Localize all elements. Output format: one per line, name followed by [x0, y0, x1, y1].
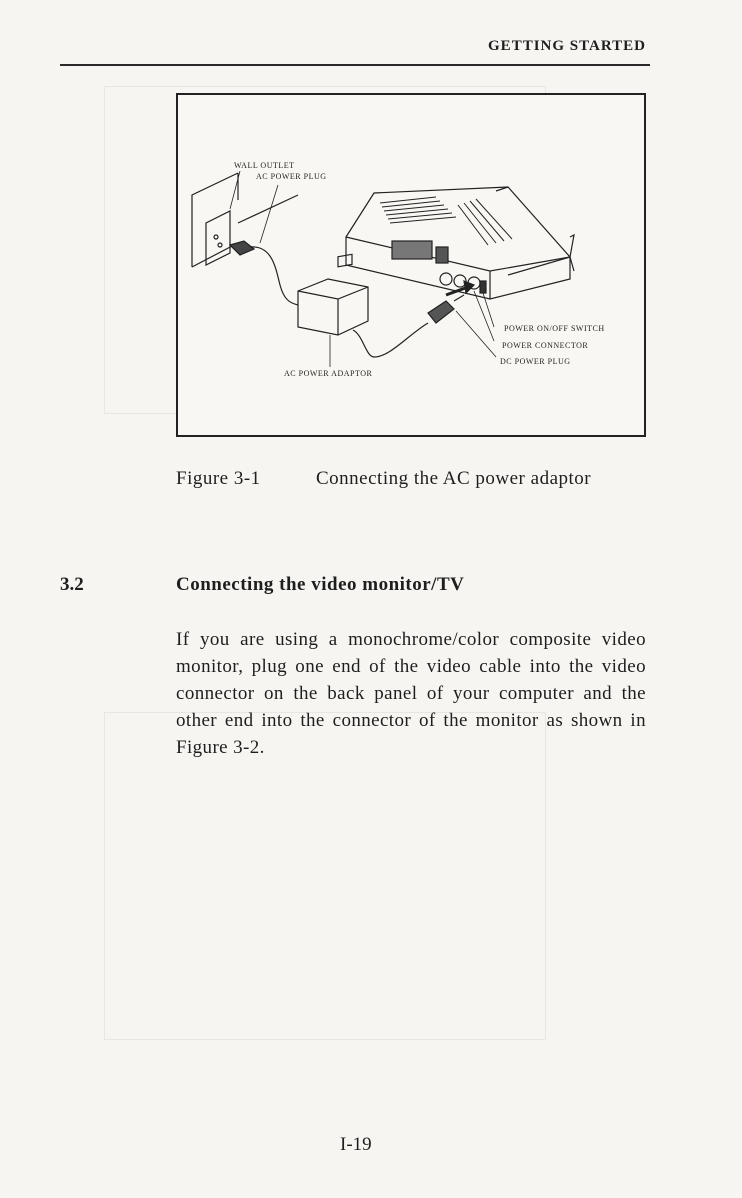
figure-caption-number: Figure 3-1 — [176, 468, 261, 489]
dc-power-plug — [428, 301, 454, 323]
label-dc-power-plug: DC POWER PLUG — [500, 357, 571, 366]
wall-outline — [192, 173, 238, 267]
figure-3-1 — [176, 93, 646, 437]
running-header: GETTING STARTED — [488, 38, 646, 54]
computer-body — [346, 187, 570, 299]
back-panel-port — [392, 241, 432, 259]
section-number: 3.2 — [60, 574, 84, 595]
ac-power-plug — [230, 241, 254, 255]
label-wall-outlet: WALL OUTLET — [234, 161, 295, 170]
label-power-connector: POWER CONNECTOR — [502, 341, 589, 350]
figure-illustration — [178, 95, 644, 435]
ac-power-adaptor-box — [298, 279, 368, 335]
page-number: I-19 — [340, 1134, 372, 1155]
section-body-paragraph: If you are using a monochrome/color composite video monitor, plug one end of the video cable into the video connector on the back panel of your computer and the other end into the connector of the monitor as shown in Figure 3-2. — [176, 629, 646, 758]
label-ac-power-plug: AC POWER PLUG — [256, 172, 327, 181]
label-power-switch: POWER ON/OFF SWITCH — [504, 324, 605, 333]
figure-caption-text: Connecting the AC power adaptor — [316, 468, 592, 489]
label-ac-power-adaptor: AC POWER ADAPTOR — [284, 369, 373, 378]
header-rule — [60, 64, 650, 66]
port-round-1 — [440, 273, 452, 285]
power-switch — [480, 281, 486, 293]
show-through-frame-bottom — [104, 712, 546, 1040]
section-title: Connecting the video monitor/TV — [176, 574, 465, 595]
